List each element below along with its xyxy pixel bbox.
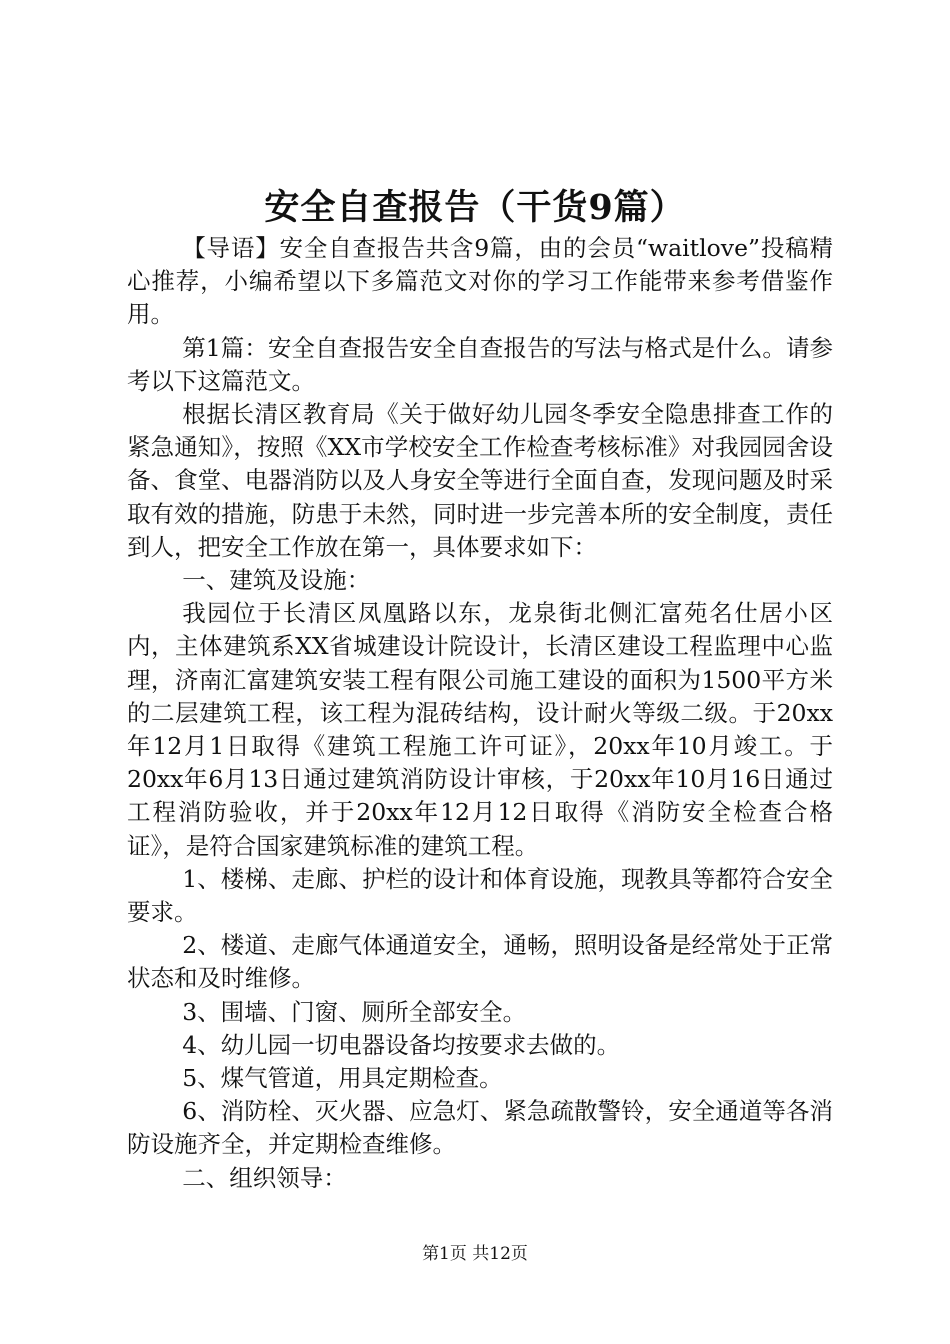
page-number-footer: 第1页 共12页 [422, 1244, 528, 1264]
list-item-4: 4、幼儿园一切电器设备均按要求去做的。 [182, 1030, 621, 1059]
list-item-3: 3、围墙、门窗、厕所全部安全。 [182, 997, 527, 1026]
list-item-6: 6、消防栓、灭火器、应急灯、紧急疏散警铃，安全通道等各消防设施齐全，并定期检查维修。 [127, 1097, 833, 1159]
list-item-5: 5、煤气管道，用具定期检查。 [182, 1064, 503, 1093]
paragraph-building-details: 我园位于长清区凤凰路以东，龙泉街北侧汇富苑名仕居小区内，主体建筑系XX省城建设计院设计，长清区建设工程监理中心监理，济南汇富建筑安装工程有限公司施工建设的面积为1500平方米的二层建筑工程，该工程为混砖结构，设计耐火等级二级。于20xx年12月1日取得《建筑工程施工许可证》，20xx年10月竣工。于20xx年6月13日通过建筑消防设计审核，于20xx年10月16日通过工程消防验收，并于20xx年12月12日取得《消防安全检查合格证》，是符合国家建筑标准的建筑工程。 [127, 599, 833, 860]
list-item-1: 1、楼梯、走廊、护栏的设计和体育设施，现教具等都符合安全要求。 [127, 864, 833, 927]
document-title: 安全自查报告（干货9篇） [264, 187, 686, 228]
list-item-2: 2、楼道、走廊气体通道安全，通畅，照明设备是经常处于正常状态和及时维修。 [127, 931, 833, 993]
document-body [127, 232, 833, 1195]
section-heading-organization: 二、组织领导： [182, 1163, 347, 1192]
paragraph-intro: 【导语】安全自查报告共含9篇，由的会员“waitlove”投稿精心推荐，小编希望以下多篇范文对你的学习工作能带来参考借鉴作用。 [127, 234, 833, 329]
paragraph-background: 根据长清区教育局《关于做好幼儿园冬季安全隐患排查工作的紧急通知》，按照《XX市学校安全工作检查考核标准》对我园园舍设备、食堂、电器消防以及人身安全等进行全面自查，发现问题及时采取有效的措施，防患于未然，同时进一步完善本所的安全制度，责任到人，把安全工作放在第一，具体要求如下： [127, 400, 833, 561]
paragraph-part-1-heading: 第1篇：安全自查报告安全自查报告的写法与格式是什么。请参考以下这篇范文。 [127, 333, 833, 395]
section-heading-buildings: 一、建筑及设施： [182, 566, 371, 595]
